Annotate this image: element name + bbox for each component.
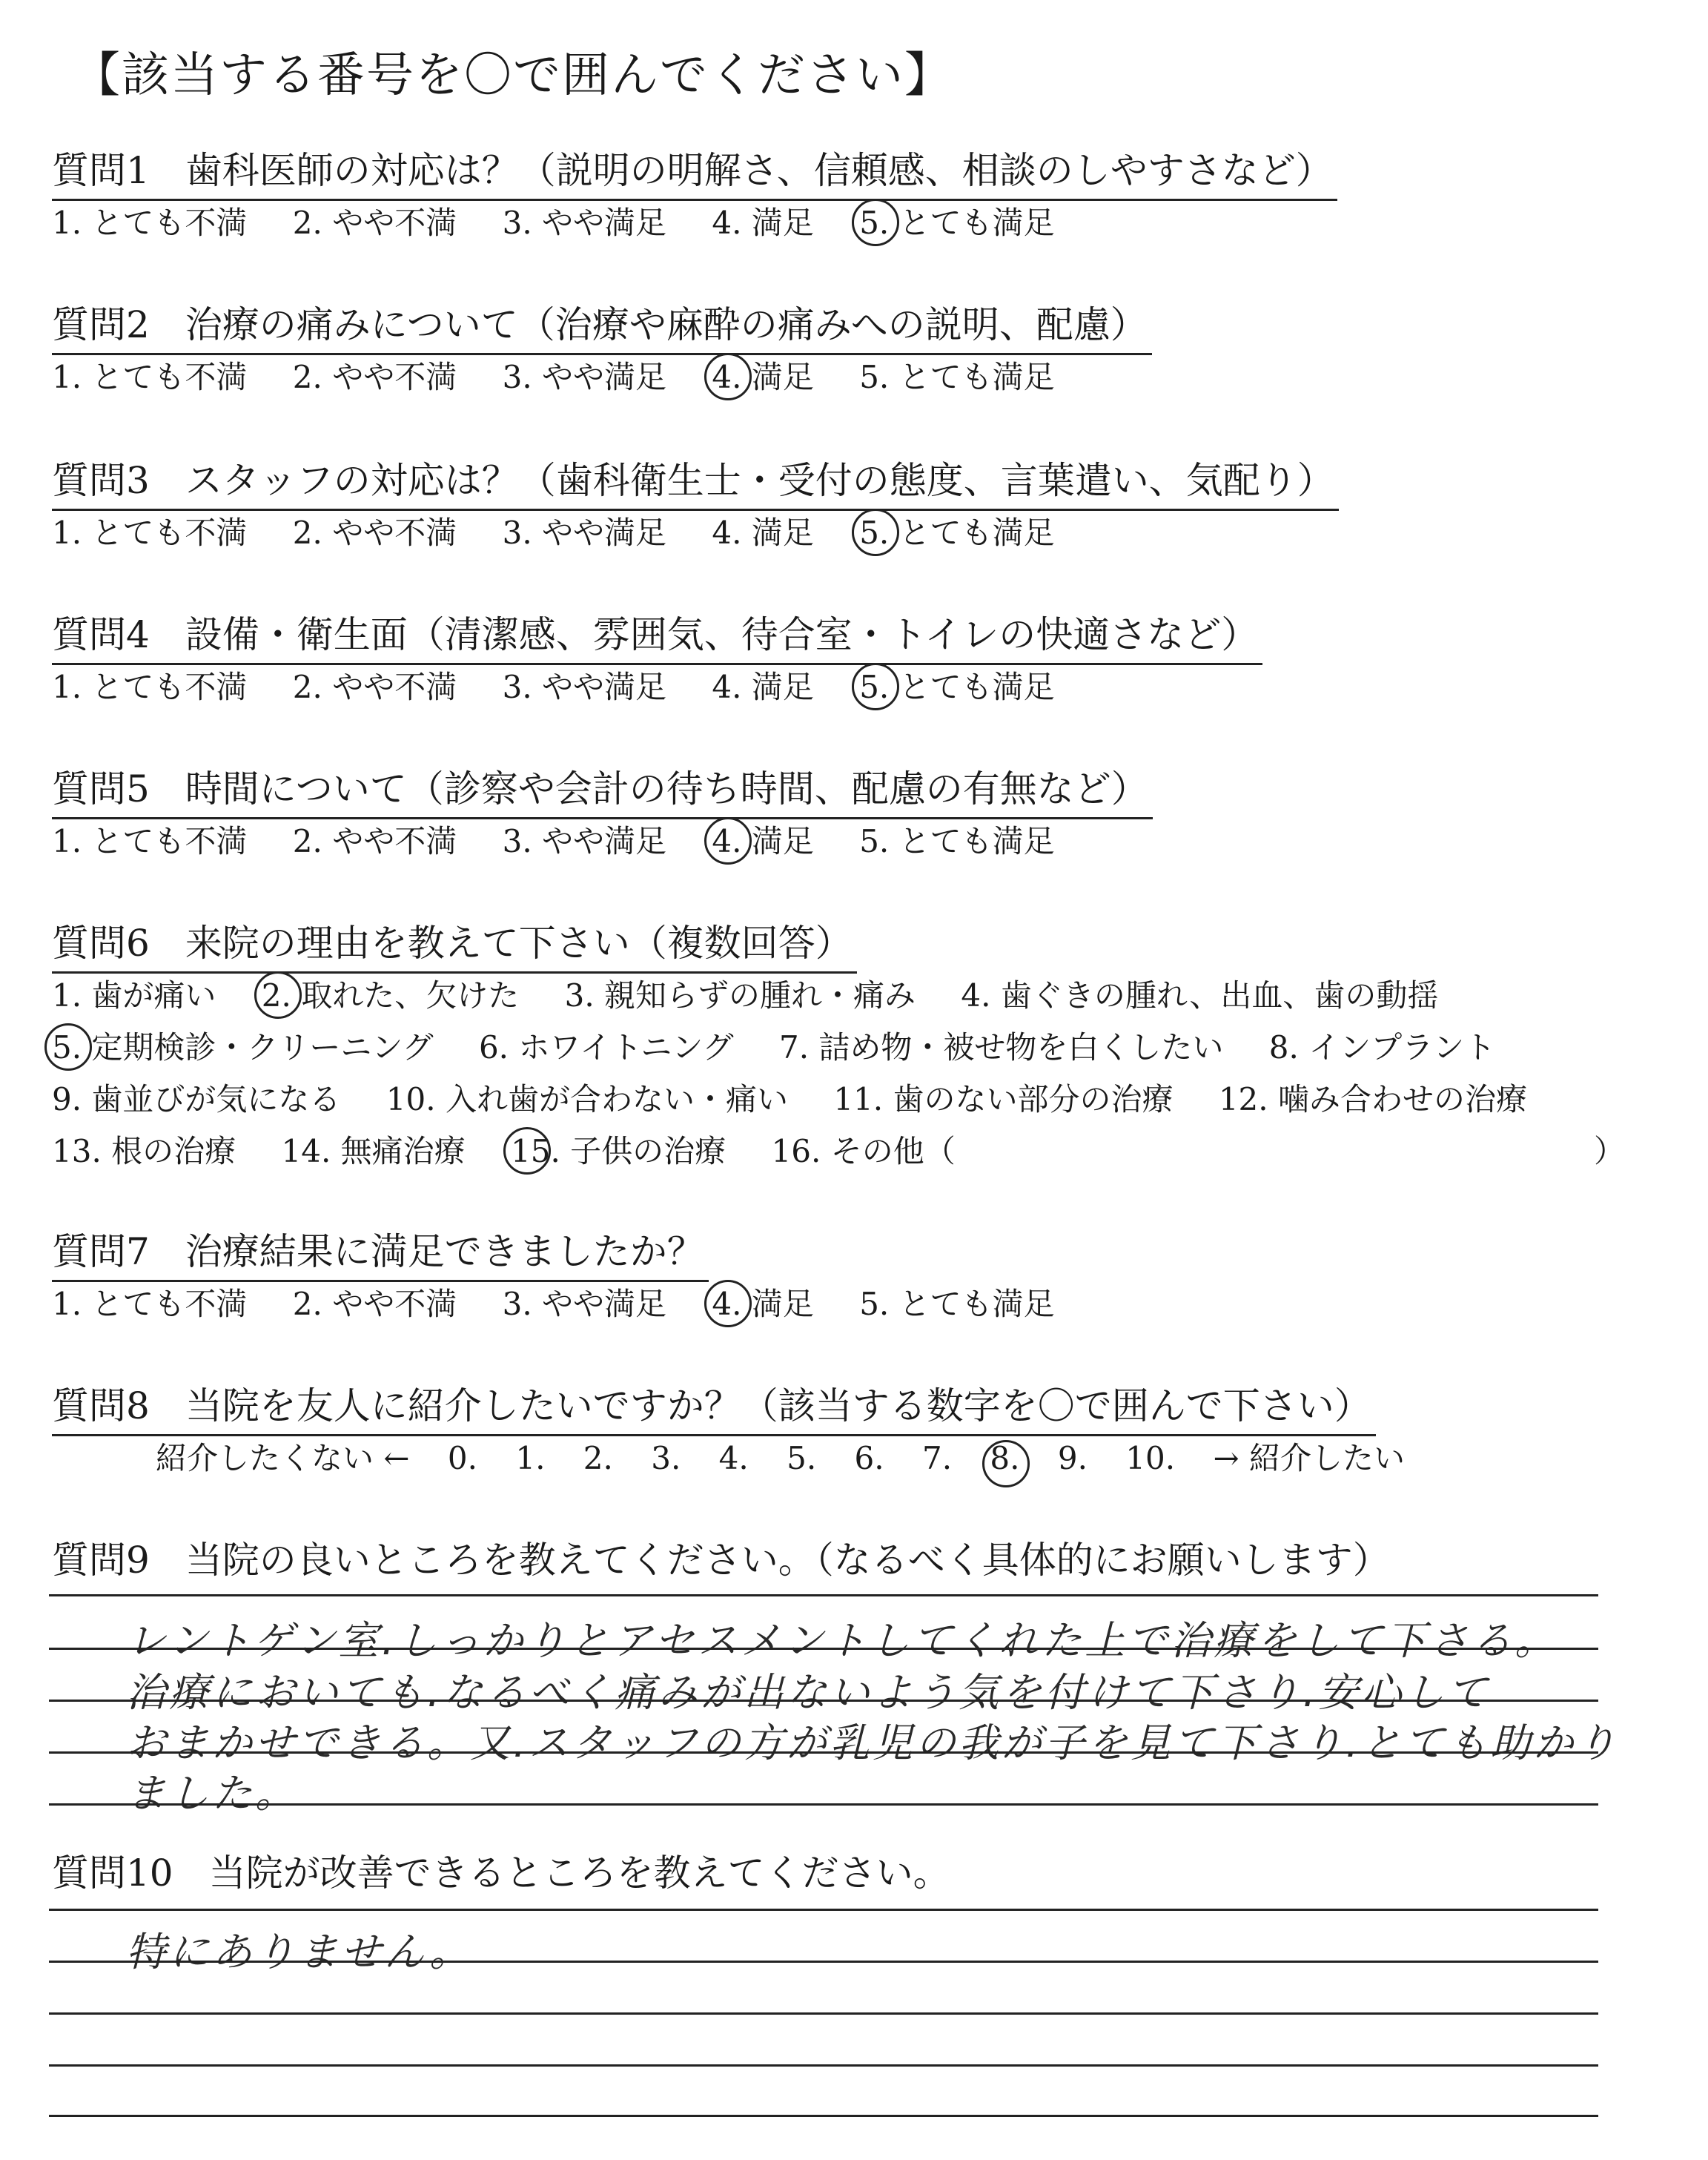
q8-option-8[interactable]: 8. bbox=[990, 1440, 1020, 1476]
q5-option-5[interactable]: 5. とても満足 bbox=[859, 823, 1055, 859]
q7-option-2[interactable]: 2. やや不満 bbox=[292, 1286, 457, 1322]
q7-option-4[interactable]: 4. 満足 bbox=[712, 1280, 813, 1324]
question-7-heading bbox=[52, 1222, 709, 1282]
answer-line bbox=[49, 1961, 1598, 1963]
q6-option-11[interactable]: 11. 歯のない部分の治療 bbox=[833, 1081, 1174, 1117]
answer-line bbox=[49, 2064, 1598, 2067]
q10-answer-line-1[interactable]: 特にありません。 bbox=[126, 1929, 473, 1975]
q2-option-5[interactable]: 5. とても満足 bbox=[859, 359, 1055, 395]
q2-option-4[interactable]: 4. 満足 bbox=[712, 353, 813, 397]
question-1-options bbox=[52, 199, 1090, 243]
answer-line bbox=[49, 1751, 1598, 1754]
q8-left-label: 紹介したくない ← bbox=[156, 1440, 410, 1476]
q8-option-4[interactable]: 4. bbox=[718, 1440, 749, 1476]
q8-option-7[interactable]: 7. bbox=[921, 1440, 953, 1476]
q1-option-2[interactable]: 2. やや不満 bbox=[292, 205, 457, 241]
q5-option-3[interactable]: 3. やや満足 bbox=[502, 823, 667, 859]
q8-option-3[interactable]: 3. bbox=[651, 1440, 681, 1476]
q1-option-4[interactable]: 4. 満足 bbox=[712, 205, 814, 241]
question-7-text: 治療結果に満足できましたか？ bbox=[185, 1230, 704, 1273]
q8-option-9[interactable]: 9. bbox=[1057, 1440, 1088, 1476]
question-2-text: 治療の痛みについて（治療や麻酔の痛みへの説明、配慮） bbox=[185, 303, 1148, 346]
q1-option-3[interactable]: 3. やや満足 bbox=[502, 205, 667, 241]
q8-option-2[interactable]: 2. bbox=[583, 1440, 613, 1476]
q6-option-2[interactable]: 2. 取れた、欠けた bbox=[262, 971, 519, 1016]
q7-option-5[interactable]: 5. とても満足 bbox=[859, 1286, 1055, 1322]
question-6-row-1 bbox=[52, 971, 1474, 1016]
question-4-number: 質問4 bbox=[52, 613, 150, 656]
question-5-number: 質問5 bbox=[52, 767, 150, 810]
question-7-options bbox=[52, 1280, 1090, 1324]
q6-option-13[interactable]: 13. 根の治療 bbox=[52, 1133, 236, 1169]
question-6-text: 来院の理由を教えて下さい（複数回答） bbox=[185, 922, 853, 965]
q9-answer-line-2[interactable]: 治療においても.なるべく痛みが出ないよう気を付けて下さり.安心して bbox=[126, 1669, 1491, 1716]
question-9-heading bbox=[52, 1530, 1394, 1588]
question-2-number: 質問2 bbox=[52, 303, 150, 346]
q8-option-6[interactable]: 6. bbox=[854, 1440, 884, 1476]
question-6-row-3 bbox=[52, 1075, 1563, 1120]
question-9-number: 質問9 bbox=[52, 1539, 150, 1582]
question-3-number: 質問3 bbox=[52, 459, 150, 502]
page-title: 【該当する番号を〇で囲んでください】 bbox=[73, 48, 953, 103]
question-5-heading bbox=[52, 759, 1153, 819]
question-6-row-4 bbox=[52, 1127, 991, 1172]
question-3-heading bbox=[52, 451, 1339, 511]
question-2-heading bbox=[52, 295, 1152, 355]
question-1-heading bbox=[52, 141, 1337, 201]
answer-line bbox=[49, 2012, 1598, 2015]
q7-option-1[interactable]: 1. とても不満 bbox=[52, 1286, 248, 1322]
question-4-heading bbox=[52, 605, 1262, 665]
q7-option-3[interactable]: 3. やや満足 bbox=[502, 1286, 667, 1322]
question-1-number: 質問1 bbox=[52, 149, 150, 192]
question-3-options bbox=[52, 509, 1090, 553]
q3-option-4[interactable]: 4. 満足 bbox=[712, 515, 814, 551]
q5-option-2[interactable]: 2. やや不満 bbox=[292, 823, 457, 859]
question-7-number: 質問7 bbox=[52, 1230, 150, 1273]
question-6-row-2 bbox=[52, 1023, 1531, 1068]
q2-option-1[interactable]: 1. とても不満 bbox=[52, 359, 248, 395]
q6-option-7[interactable]: 7. 詰め物・被せ物を白くしたい bbox=[778, 1029, 1224, 1066]
q8-option-1[interactable]: 1. bbox=[515, 1440, 546, 1476]
question-10-number: 質問10 bbox=[52, 1852, 173, 1895]
q8-right-label: → 紹介したい bbox=[1213, 1440, 1405, 1476]
q9-answer-line-4[interactable]: ました。 bbox=[126, 1770, 298, 1817]
q6-option-6[interactable]: 6. ホワイトニング bbox=[478, 1029, 734, 1066]
q6-option-1[interactable]: 1. 歯が痛い bbox=[52, 977, 216, 1014]
q3-option-1[interactable]: 1. とても不満 bbox=[52, 515, 248, 551]
q6-option-3[interactable]: 3. 親知らずの腫れ・痛み bbox=[564, 977, 916, 1014]
q6-option-9[interactable]: 9. 歯並びが気になる bbox=[52, 1081, 341, 1117]
q4-option-4[interactable]: 4. 満足 bbox=[712, 669, 814, 705]
answer-line bbox=[49, 1803, 1598, 1806]
q2-option-2[interactable]: 2. やや不満 bbox=[292, 359, 457, 395]
question-8-number: 質問8 bbox=[52, 1384, 150, 1427]
answer-line bbox=[49, 1909, 1598, 1911]
answer-line bbox=[49, 1700, 1598, 1702]
q2-option-3[interactable]: 3. やや満足 bbox=[502, 359, 667, 395]
q6-option-5[interactable]: 5. 定期検診・クリーニング bbox=[52, 1023, 434, 1068]
question-10-text: 当院が改善できるところを教えてください。 bbox=[208, 1852, 950, 1895]
question-8-text: 当院を友人に紹介したいですか？（該当する数字を〇で囲んで下さい） bbox=[185, 1384, 1371, 1427]
question-6-number: 質問6 bbox=[52, 922, 150, 965]
q8-option-0[interactable]: 0. bbox=[447, 1440, 477, 1476]
q6-other-close-paren: ） bbox=[1594, 1133, 1626, 1169]
q9-answer-line-3[interactable]: おまかせできる。又.スタッフの方が乳児の我が子を見て下さり.とても助かり bbox=[126, 1720, 1620, 1766]
question-10-heading bbox=[52, 1843, 955, 1901]
q6-option-15[interactable]: 15. 子供の治療 bbox=[511, 1127, 726, 1172]
q4-option-2[interactable]: 2. やや不満 bbox=[292, 669, 457, 705]
q5-option-4[interactable]: 4. 満足 bbox=[712, 817, 813, 862]
q4-option-3[interactable]: 3. やや満足 bbox=[502, 669, 667, 705]
question-6-heading bbox=[52, 914, 857, 974]
q6-option-4[interactable]: 4. 歯ぐきの腫れ、出血、歯の動揺 bbox=[961, 977, 1439, 1014]
answer-line bbox=[49, 1648, 1598, 1650]
q8-option-10[interactable]: 10. bbox=[1125, 1440, 1176, 1476]
q6-option-14[interactable]: 14. 無痛治療 bbox=[281, 1133, 466, 1169]
q6-option-10[interactable]: 10. 入れ歯が合わない・痛い bbox=[385, 1081, 788, 1117]
q3-option-3[interactable]: 3. やや満足 bbox=[502, 515, 667, 551]
question-3-text: スタッフの対応は？（歯科衛生士・受付の態度、言葉遣い、気配り） bbox=[185, 459, 1334, 502]
question-8-scale bbox=[156, 1434, 1433, 1479]
q5-option-1[interactable]: 1. とても不満 bbox=[52, 823, 248, 859]
q6-option-12[interactable]: 12. 噛み合わせの治療 bbox=[1218, 1081, 1527, 1117]
q6-option-8[interactable]: 8. インプラント bbox=[1268, 1029, 1496, 1066]
question-9-text: 当院の良いところを教えてください。（なるべく具体的にお願いします） bbox=[185, 1539, 1390, 1582]
answer-line bbox=[49, 2115, 1598, 2117]
q6-option-16[interactable]: 16. その他（ bbox=[771, 1133, 956, 1169]
q3-option-5[interactable]: 5. とても満足 bbox=[859, 509, 1054, 553]
question-5-text: 時間について（診察や会計の待ち時間、配慮の有無など） bbox=[185, 767, 1148, 810]
answer-line bbox=[49, 1594, 1598, 1596]
question-4-text: 設備・衛生面（清潔感、雰囲気、待合室・トイレの快適さなど） bbox=[185, 613, 1259, 656]
question-2-options bbox=[52, 353, 1090, 397]
q1-option-1[interactable]: 1. とても不満 bbox=[52, 205, 248, 241]
question-4-options bbox=[52, 663, 1090, 707]
q8-option-5[interactable]: 5. bbox=[787, 1440, 817, 1476]
q4-option-1[interactable]: 1. とても不満 bbox=[52, 669, 248, 705]
q4-option-5[interactable]: 5. とても満足 bbox=[859, 663, 1054, 707]
q1-option-5[interactable]: 5. とても満足 bbox=[859, 199, 1054, 243]
question-8-heading bbox=[52, 1376, 1376, 1436]
q3-option-2[interactable]: 2. やや不満 bbox=[292, 515, 457, 551]
question-5-options bbox=[52, 817, 1090, 862]
q9-answer-line-1[interactable]: レントゲン室.しっかりとアセスメントしてくれた上で治療をして下さる。 bbox=[126, 1617, 1558, 1664]
question-1-text: 歯科医師の対応は？（説明の明解さ、信頼感、相談のしやすさなど） bbox=[185, 149, 1333, 192]
